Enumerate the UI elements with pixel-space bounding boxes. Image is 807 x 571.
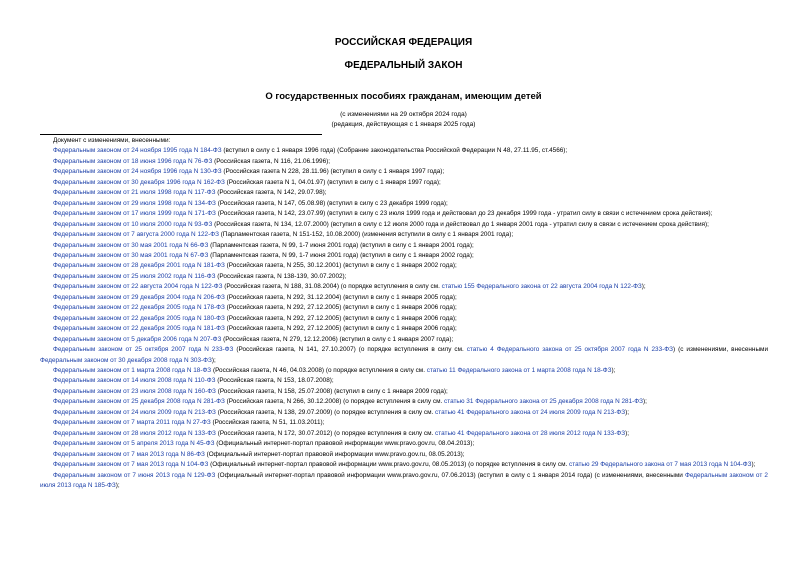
amendment-item bbox=[40, 272, 768, 282]
intro-paragraph bbox=[40, 136, 768, 146]
amendment-item bbox=[40, 324, 768, 334]
amendment-text: ); bbox=[115, 481, 120, 489]
law-link[interactable]: Федеральным законом от 30 декабря 1996 года N 162-ФЗ bbox=[53, 178, 225, 186]
law-link[interactable]: Федеральным законом от 7 марта 2011 года N 27-ФЗ bbox=[53, 419, 211, 427]
amendment-text: (Российская газета, N 116, 21.06.1996); bbox=[212, 157, 331, 165]
amendment-text: ); bbox=[211, 356, 216, 364]
amendment-text: (Российская газета, N 188, 31.08.2004) (о порядке вступления в силу см. bbox=[222, 283, 442, 291]
amendment-text: (Российская газета, N 138, 29.07.2009) (о порядке вступления в силу см. bbox=[215, 408, 436, 416]
edition-note: (редакция, действующая с 1 января 2025 года) bbox=[331, 121, 476, 128]
law-link[interactable]: Федеральным законом от 18 июня 1996 года N 76-ФЗ bbox=[53, 157, 213, 165]
amendment-item bbox=[40, 261, 768, 271]
law-link[interactable]: Федеральным законом от 30 мая 2001 года N 66-ФЗ bbox=[53, 241, 209, 249]
amendment-item bbox=[40, 209, 768, 219]
amendment-text: (Российская газета, N 279, 12.12.2006) (вступил в силу с 1 января 2007 года); bbox=[221, 335, 454, 343]
amendment-date-note: (с изменениями на 29 октября 2024 года) bbox=[340, 111, 467, 118]
law-link[interactable]: Федеральным законом от 25 октября 2007 года N 233-ФЗ bbox=[53, 346, 234, 354]
amendment-text: (Российская газета, N 142, 23.07.99) (вступил в силу с 23 июля 1999 года и действовал до 23 декабря 1999 года - утратил силу в связи с истечением срока действия); bbox=[215, 210, 713, 218]
amendment-text: (Российская газета N 228, 28.11.96) (вступил в силу с 1 января 1997 года); bbox=[221, 168, 445, 176]
law-link[interactable]: Федеральным законом от 24 ноября 1995 года N 184-ФЗ bbox=[53, 147, 222, 155]
law-link[interactable]: Федеральным законом от 5 апреля 2013 года N 45-ФЗ bbox=[53, 440, 215, 448]
law-link[interactable]: статью 31 Федерального закона от 25 декабря 2008 года N 281-ФЗ bbox=[444, 398, 643, 406]
amendment-item bbox=[40, 439, 768, 449]
law-link[interactable]: Федеральным законом от 30 мая 2001 года N 67-ФЗ bbox=[53, 251, 209, 259]
amendment-text: ); bbox=[625, 429, 629, 437]
law-link[interactable]: статью 29 Федерального закона от 7 мая 2013 года N 104-ФЗ bbox=[569, 461, 752, 469]
amendment-text: ); bbox=[643, 398, 647, 406]
law-link[interactable]: статью 11 Федерального закона от 1 марта 2008 года N 18-ФЗ bbox=[426, 366, 612, 374]
amendment-item bbox=[40, 314, 768, 324]
amendment-item bbox=[40, 199, 768, 209]
law-link[interactable]: Федеральным законом от 7 мая 2013 года N 104-ФЗ bbox=[53, 461, 209, 469]
law-link[interactable]: Федеральным законом от 10 июля 2000 года N 93-ФЗ bbox=[53, 220, 213, 228]
law-link[interactable]: статью 155 Федерального закона от 22 августа 2004 года N 122-ФЗ bbox=[441, 283, 642, 291]
amendment-text: (Российская газета, N 292, 27.12.2005) (вступил в силу с 1 января 2006 года); bbox=[224, 314, 457, 322]
amendment-item bbox=[40, 188, 768, 198]
amendment-item bbox=[40, 282, 768, 292]
amendment-text: (Российская газета, N 292, 27.12.2005) (вступил в силу с 1 января 2006 года); bbox=[224, 325, 457, 333]
law-link[interactable]: Федеральным законом от 23 июля 2008 года N 160-ФЗ bbox=[53, 387, 216, 395]
amendment-item bbox=[40, 418, 768, 428]
amendment-text: (Российская газета, N 158, 25.07.2008) (вступил в силу с 1 января 2009 года); bbox=[215, 387, 448, 395]
law-link[interactable]: Федеральным законом от 5 декабря 2006 года N 207-ФЗ bbox=[53, 335, 222, 343]
amendment-item bbox=[40, 408, 768, 418]
amendment-text: ); bbox=[611, 366, 616, 374]
law-link[interactable]: Федеральным законом от 7 июня 2013 года N 129-ФЗ bbox=[53, 471, 216, 479]
amendment-text: (Российская газета N 1, 04.01.97) (вступил в силу с 1 января 1997 года); bbox=[224, 178, 441, 186]
country-heading: РОССИЙСКАЯ ФЕДЕРАЦИЯ bbox=[334, 37, 473, 48]
law-link[interactable]: Федеральным законом от 7 мая 2013 года N 86-ФЗ bbox=[53, 450, 205, 458]
amendment-text: (Российская газета, N 142, 29.07.98); bbox=[215, 189, 327, 197]
amendment-text: (Российская газета, N 141, 27.10.2007) (о порядке вступления в силу см. bbox=[233, 346, 467, 354]
law-link[interactable]: статью 41 Федерального закона от 24 июля 2009 года N 213-ФЗ bbox=[435, 408, 626, 416]
amendment-text: ); bbox=[751, 461, 756, 469]
law-link[interactable]: Федеральным законом от 22 декабря 2005 года N 178-ФЗ bbox=[53, 304, 225, 312]
amendment-item bbox=[40, 387, 768, 397]
amendment-text: (Российская газета, N 46, 04.03.2008) (о порядке вступления в силу см. bbox=[211, 366, 427, 374]
law-link[interactable]: статью 4 Федерального закона от 25 октября 2007 года N 233-ФЗ bbox=[466, 346, 674, 354]
amendment-item bbox=[40, 366, 768, 376]
amendment-text: (Российская газета, N 172, 30.07.2012) (о порядке вступления в силу см. bbox=[215, 429, 436, 437]
amendment-item bbox=[40, 376, 768, 386]
amendment-item bbox=[40, 397, 768, 407]
amendment-item bbox=[40, 157, 768, 167]
law-link[interactable]: Федеральным законом от 28 июля 2012 года N 133-ФЗ bbox=[53, 429, 216, 437]
law-link[interactable]: Федеральным законом от 24 июля 2009 года N 213-ФЗ bbox=[53, 408, 216, 416]
law-link[interactable]: Федеральным законом от 30 декабря 2008 года N 303-ФЗ bbox=[40, 356, 212, 364]
law-link[interactable]: Федеральным законом от 22 декабря 2005 года N 180-ФЗ bbox=[53, 314, 225, 322]
law-link[interactable]: Федеральным законом от 22 декабря 2005 года N 181-ФЗ bbox=[53, 325, 225, 333]
amendment-text: ); bbox=[625, 408, 629, 416]
amendment-item bbox=[40, 471, 768, 492]
law-link[interactable]: Федеральным законом от 22 августа 2004 года N 122-ФЗ bbox=[53, 283, 223, 291]
amendment-item bbox=[40, 460, 768, 470]
law-link[interactable]: Федеральным законом от 24 ноября 1996 года N 130-ФЗ bbox=[53, 168, 222, 176]
amendment-text: ); bbox=[641, 283, 646, 291]
law-link[interactable]: Федеральным законом от 7 августа 2000 года N 122-ФЗ bbox=[53, 231, 219, 239]
amendment-text: (вступил в силу с 1 января 1996 года) (Собрание законодательства Российской Федерации N 48, 27.11.95, ст.4566); bbox=[221, 147, 568, 155]
amendment-text: (Российская газета, N 147, 05.08.98) (вступил в силу с 23 декабря 1999 года); bbox=[215, 199, 448, 207]
amendment-text: (Российская газета, N 153, 18.07.2008); bbox=[215, 377, 334, 385]
amendment-text: (Официальный интернет-портал правовой информации www.pravo.gov.ru, 08.05.2013); bbox=[204, 450, 465, 458]
amendment-item bbox=[40, 230, 768, 240]
amendment-text: (Российская газета, N 255, 30.12.2001) (вступил в силу с 1 января 2002 года); bbox=[224, 262, 457, 270]
law-link[interactable]: Федеральным законом от 14 июля 2008 года N 110-ФЗ bbox=[53, 377, 216, 385]
amendment-text: (Российская газета, N 292, 31.12.2004) (вступил в силу с 1 января 2005 года); bbox=[224, 293, 457, 301]
amendment-text: (Российская газета, N 292, 27.12.2005) (вступил в силу с 1 января 2006 года); bbox=[224, 304, 457, 312]
amendment-item bbox=[40, 450, 768, 460]
amendment-text: (Российская газета, N 51, 11.03.2011); bbox=[210, 419, 325, 427]
amendment-text: (Российская газета, N 134, 12.07.2000) (вступил в силу с 12 июля 2000 года и действовал до 1 января 2001 года - утратил силу в связи с истечением срока действия); bbox=[212, 220, 709, 228]
law-link[interactable]: Федеральным законом от 28 декабря 2001 года N 181-ФЗ bbox=[53, 262, 225, 270]
amendment-item bbox=[40, 345, 768, 366]
law-link[interactable]: Федеральным законом от 17 июля 1999 года N 171-ФЗ bbox=[53, 210, 216, 218]
law-link[interactable]: Федеральным законом от 29 июля 1998 года N 134-ФЗ bbox=[53, 199, 216, 207]
amendment-item bbox=[40, 335, 768, 345]
amendment-item bbox=[40, 429, 768, 439]
law-link[interactable]: Федеральным законом от 1 марта 2008 года N 18-ФЗ bbox=[53, 366, 212, 374]
law-link[interactable]: Федеральным законом от 2 июля 2013 года N 185-ФЗ bbox=[40, 471, 768, 489]
amendment-item bbox=[40, 178, 768, 188]
amendment-text: ) (с изменениями, внесенными bbox=[673, 346, 769, 354]
law-link[interactable]: статью 41 Федерального закона от 28 июля 2012 года N 133-ФЗ bbox=[435, 429, 626, 437]
amendment-text: (Официальный интернет-портал правовой информации www.pravo.gov.ru, 07.06.2013) (вступил в силу с 1 января 2014 года) (с изменениями, внесенными bbox=[215, 471, 685, 479]
amendment-text: (Российская газета, N 138-139, 30.07.2002); bbox=[215, 272, 347, 280]
amendment-text: Документ с изменениями, внесенными: bbox=[53, 137, 171, 144]
amendment-text: (Парламентская газета, N 99, 1-7 июня 2001 года) (вступил в силу с 1 января 2002 года); bbox=[208, 251, 474, 259]
amendment-item bbox=[40, 293, 768, 303]
amendment-text: (Российская газета, N 266, 30.12.2008) (о порядке вступления в силу см. bbox=[224, 398, 445, 406]
amendment-item bbox=[40, 220, 768, 230]
law-link[interactable]: Федеральным законом от 21 июля 1998 года N 117-ФЗ bbox=[53, 189, 216, 197]
law-type-heading: ФЕДЕРАЛЬНЫЙ ЗАКОН bbox=[344, 60, 463, 71]
law-link[interactable]: Федеральным законом от 29 декабря 2004 года N 206-ФЗ bbox=[53, 293, 225, 301]
amendment-item bbox=[40, 241, 768, 251]
amendment-text: (Парламентская газета, N 99, 1-7 июня 2001 года) (вступил в силу с 1 января 2001 года); bbox=[208, 241, 474, 249]
amendment-item bbox=[40, 251, 768, 261]
amendment-text: (Официальный интернет-портал правовой информации www.pravo.gov.ru, 08.05.2013) (о порядке вступления в силу см. bbox=[208, 461, 570, 469]
law-link[interactable]: Федеральным законом от 25 декабря 2008 года N 281-ФЗ bbox=[53, 398, 225, 406]
amendment-text: (Официальный интернет-портал правовой информации www.pravo.gov.ru, 08.04.2013); bbox=[214, 440, 475, 448]
document-title: О государственных пособиях гражданам, имеющим детей bbox=[265, 91, 542, 102]
law-link[interactable]: Федеральным законом от 25 июля 2002 года N 116-ФЗ bbox=[53, 272, 216, 280]
amendment-item bbox=[40, 167, 768, 177]
amendment-item bbox=[40, 303, 768, 313]
amendment-item bbox=[40, 146, 768, 156]
amendments-list bbox=[40, 136, 768, 491]
amendment-text: (Парламентская газета, N 151-152, 10.08.2000) (изменения вступили в силу с 1 января 2001 года); bbox=[218, 231, 514, 239]
separator-line bbox=[40, 134, 322, 135]
